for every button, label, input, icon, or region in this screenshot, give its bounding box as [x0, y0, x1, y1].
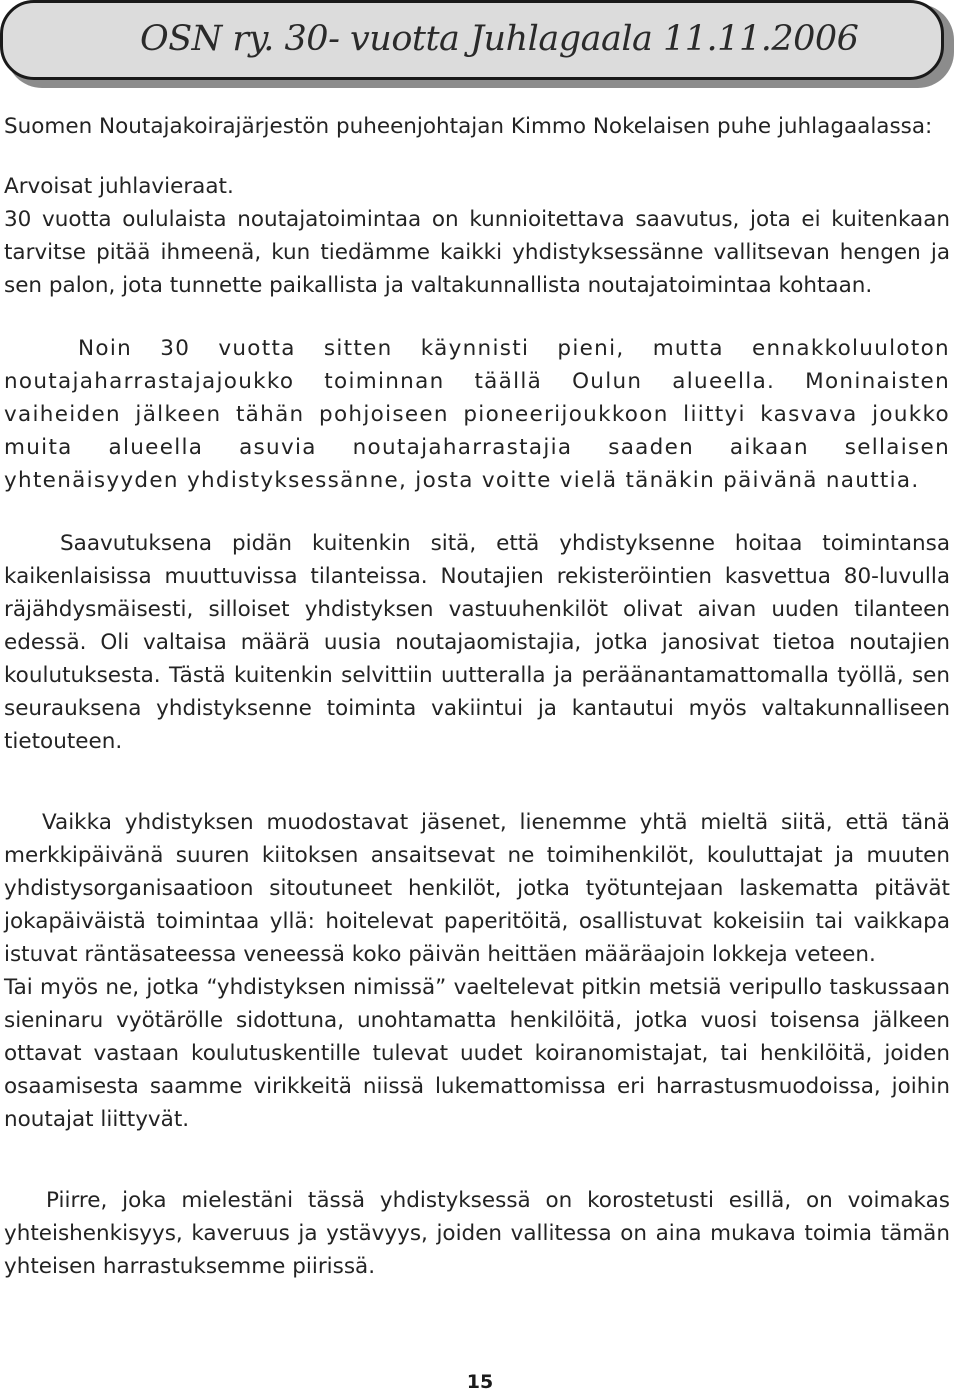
spacer	[4, 1136, 950, 1184]
paragraph-4: Vaikka yhdistyksen muodostavat jäsenet, lienemme yhtä mieltä siitä, että tänä merkkipäivänä suuren kiitoksen ansaitsevat ne toimihenkilöt, kouluttajat ja muuten yhdistysorganisaatioon sitoutuneet henkilöt, jotka työtuntejaan laskematta pitävät jokapäiväistä toimintaa yllä: hoitelevat paperitöitä, osallistuvat kokeisiin tai vaikkapa istuvat räntäsateessa veneessä koko päivän heittäen määräajoin lokkeja veteen.	[4, 810, 950, 967]
paragraph-2: Noin 30 vuotta sitten käynnisti pieni, mutta ennakkoluuloton noutajaharrastajajoukko toiminnan täällä Oulun alueella. Moninaisten vaiheiden jälkeen tähän pohjoiseen pioneerijoukkoon liittyi kasvava joukko muita alueella asuvia noutajaharrastajia saaden aikaan sellaisen yhtenäisyyden yhdistyksessänne, josta voitte vielä tänäkin päivänä nauttia.	[4, 336, 950, 493]
paragraph-3: Saavutuksena pidän kuitenkin sitä, että yhdistyksenne hoitaa toimintansa kaikenlaisissa muuttuvissa tilanteissa. Noutajien rekisteröintien kasvettua 80-luvulla räjähdysmäisesti, silloiset yhdistyksen vastuuhenkilöt olivat aivan uuden tilanteen edessä. Oli valtaisa määrä uusia noutajaomistajia, jotka janosivat tietoa noutajien koulutuksesta. Tästä kuitenkin selvittiin uutteralla ja peräänantamattomalla työllä, sen seurauksena yhdistyksenne toiminta vakiintui ja kantautui myös valtakunnalliseen tietouteen.	[4, 531, 950, 754]
spacer	[4, 302, 950, 332]
page-title: OSN ry. 30- vuotta Juhlagaala 11.11.2006	[140, 19, 859, 59]
paragraph-1: 30 vuotta oululaista noutajatoimintaa on kunnioitettava saavutus, jota ei kuitenkaan tarvitse pitää ihmeenä, kun tiedämme kaikki yhdistyksessänne vallitsevan hengen ja sen palon, jota tunnette paikallista ja valtakunnallista noutajatoimintaa kohtaan.	[4, 207, 950, 298]
paragraph-5: Tai myös ne, jotka “yhdistyksen nimissä” vaeltelevat pitkin metsiä veripullo taskussaan sieninaru vyötärölle sidottuna, unohtamatta henkilöitä, jotka vuosi toisensa jälkeen ottavat vastaan koulutuskentille tulevat uudet koiranomistajat, tai henkilöitä, joiden osaamisesta saamme virikkeitä niissä lukemattomissa eri harrastusmuodoissa, joihin noutajat liittyvät.	[4, 975, 950, 1132]
spacer	[4, 497, 950, 527]
spacer	[4, 758, 950, 806]
spacer	[4, 143, 950, 170]
paragraph-6: Piirre, joka mielestäni tässä yhdistyksessä on korostetusti esillä, on voimakas yhteishenkisyys, kaveruus ja ystävyys, joiden vallitessa on aina mukava toimia tämän yhteisen harrastuksemme piirissä.	[4, 1188, 950, 1279]
page-number: 15	[466, 1371, 494, 1393]
intro-line: Suomen Noutajakoirajärjestön puheenjohtajan Kimmo Nokelaisen puhe juhlagaalassa:	[4, 114, 933, 139]
article-body	[4, 110, 950, 1283]
greeting: Arvoisat juhlavieraat.	[4, 174, 234, 199]
